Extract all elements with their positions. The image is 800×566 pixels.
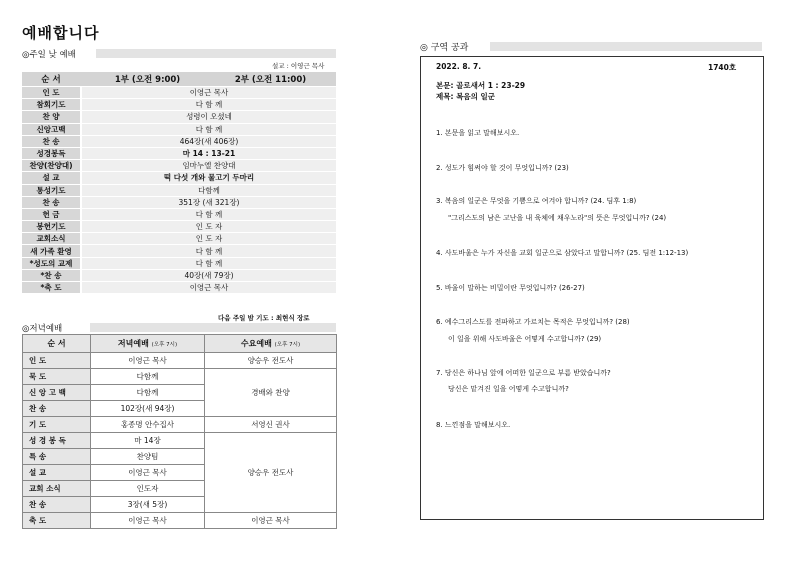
table-row xyxy=(23,417,337,433)
study-text: 본문: 골로새서 1 : 23-29 xyxy=(436,81,526,90)
sunday-cell: 3장(새 5장) xyxy=(91,497,205,513)
header-wed-label: 수요예배 xyxy=(240,339,272,348)
table-row xyxy=(22,184,336,196)
header-wed-time: (오후 7시) xyxy=(274,342,301,348)
row-value: 떡 다섯 개와 물고기 두마리 xyxy=(82,172,336,184)
row-label: 설 교 xyxy=(23,465,91,481)
header-sunday-evening xyxy=(91,335,205,353)
row-label: 교회소식 xyxy=(22,233,80,245)
row-value: 다 함 께 xyxy=(82,245,336,257)
sunday-cell: 다함께 xyxy=(91,385,205,401)
row-value: 성령이 오셨네 xyxy=(82,111,336,123)
question-4: 4. 사도바울은 누가 자신을 교회 일군으로 삼았다고 말합니까? (25. 딤전 1:12-13) xyxy=(436,249,689,257)
table-row xyxy=(22,172,336,184)
row-value: 임마누엘 찬양대 xyxy=(82,160,336,172)
row-value: 다 함 께 xyxy=(82,123,336,135)
row-label: 찬 송 xyxy=(23,497,91,513)
table-row xyxy=(23,369,337,385)
table-row xyxy=(22,123,336,135)
question-8: 8. 느낀점을 말해보시오. xyxy=(436,421,511,429)
wed-leader: 양승우 전도사 xyxy=(205,353,337,369)
table-row xyxy=(22,257,336,269)
header-second-service: 2부 (오전 11:00) xyxy=(234,75,307,85)
sunday-cell: 마 14장 xyxy=(91,433,205,449)
row-label: 설 교 xyxy=(22,172,80,184)
sunday-cell: 다함께 xyxy=(91,369,205,385)
header-sun-label: 저녁예배 xyxy=(117,339,149,348)
table-header-row xyxy=(22,72,336,87)
row-value: 다 함 께 xyxy=(82,257,336,269)
study-section-label: ◎ 구역 공과 xyxy=(420,43,469,53)
preacher-label: 설교 : xyxy=(272,62,289,70)
sunday-cell: 찬양팀 xyxy=(91,449,205,465)
row-label: 참회기도 xyxy=(22,99,80,111)
row-value: 40장(새 79장) xyxy=(82,269,336,281)
sunday-cell: 102장(새 94장) xyxy=(91,401,205,417)
row-label: 헌 금 xyxy=(22,208,80,220)
row-label: 인 도 xyxy=(23,353,91,369)
row-label: 성 경 봉 독 xyxy=(23,433,91,449)
row-label: *찬 송 xyxy=(22,269,80,281)
question-2: 2. 성도가 힘써야 할 것이 무엇입니까? (23) xyxy=(436,164,569,172)
row-label: 찬 송 xyxy=(22,135,80,147)
row-label: 새 가족 환영 xyxy=(22,245,80,257)
table-row xyxy=(22,221,336,233)
row-value: 인 도 자 xyxy=(82,233,336,245)
row-label: 찬 송 xyxy=(22,196,80,208)
table-row xyxy=(23,353,337,369)
morning-section-bar xyxy=(96,49,336,58)
question-3-sub: "그리스도의 남은 고난을 내 육체에 채우노라"의 뜻은 무엇입니까? (24) xyxy=(448,214,667,222)
sunday-cell: 이영근 목사 xyxy=(91,465,205,481)
row-label: 찬양(찬양대) xyxy=(22,160,80,172)
row-value: 다함께 xyxy=(82,184,336,196)
table-row xyxy=(22,269,336,281)
table-row xyxy=(22,233,336,245)
table-row xyxy=(22,135,336,147)
row-value: 351장 (새 321장) xyxy=(82,196,336,208)
table-row xyxy=(22,87,336,99)
row-label: 인 도 xyxy=(22,87,80,99)
table-row xyxy=(22,147,336,159)
header-order: 순 서 xyxy=(22,72,80,87)
row-label: 성경봉독 xyxy=(22,147,80,159)
row-label: 신 앙 고 백 xyxy=(23,385,91,401)
table-row xyxy=(22,208,336,220)
row-label: *성도의 교제 xyxy=(22,257,80,269)
row-value: 인 도 자 xyxy=(82,221,336,233)
row-value: 마 14 : 13-21 xyxy=(82,147,336,159)
row-label: 찬 양 xyxy=(22,111,80,123)
sunday-cell: 인도자 xyxy=(91,481,205,497)
question-1: 1. 본문을 읽고 말해보시오. xyxy=(436,129,520,137)
table-row xyxy=(22,160,336,172)
header-order: 순 서 xyxy=(23,335,91,353)
sunday-cell: 이영근 목사 xyxy=(91,353,205,369)
morning-section-label: ◎주일 낮 예배 xyxy=(22,50,76,60)
header-wednesday xyxy=(205,335,337,353)
row-label: 통성기도 xyxy=(22,184,80,196)
row-value: 다 함 께 xyxy=(82,99,336,111)
row-label: 묵 도 xyxy=(23,369,91,385)
study-date: 2022. 8. 7. xyxy=(436,62,482,71)
sunday-cell: 홍종명 안수집사 xyxy=(91,417,205,433)
row-value: 이영근 목사 xyxy=(82,282,336,294)
preacher-name: 이영근 목사 xyxy=(290,62,325,70)
table-row xyxy=(22,99,336,111)
table-row xyxy=(22,196,336,208)
wed-benediction: 이영근 목사 xyxy=(205,513,337,529)
question-6: 6. 예수그리스도를 전파하고 가르치는 목적은 무엇입니까? (28) xyxy=(436,318,630,326)
next-prayer-note: 다음 주일 밤 기도 : 최현식 장로 xyxy=(218,314,310,322)
row-value: 464장(새 406장) xyxy=(82,135,336,147)
row-label: 기 도 xyxy=(23,417,91,433)
row-label: 신앙고백 xyxy=(22,123,80,135)
wed-prayer: 서영신 권사 xyxy=(205,417,337,433)
question-6-sub: 이 일을 위해 사도바울은 어떻게 수고합니까? (29) xyxy=(448,335,602,343)
page-title: 예배합니다 xyxy=(22,24,100,42)
row-label: 특 송 xyxy=(23,449,91,465)
header-services xyxy=(82,72,336,87)
evening-order-table xyxy=(22,334,337,529)
table-row xyxy=(23,433,337,449)
morning-order-table xyxy=(22,72,336,294)
question-7: 7. 당신은 하나님 앞에 어떠한 일군으로 부름 받았습니까? xyxy=(436,369,611,377)
study-number: 1740호 xyxy=(708,63,737,72)
row-label: *축 도 xyxy=(22,282,80,294)
row-label: 교회 소식 xyxy=(23,481,91,497)
table-row xyxy=(22,111,336,123)
table-header-row xyxy=(23,335,337,353)
evening-section-label: ◎저녁예배 xyxy=(22,324,63,334)
study-section-bar xyxy=(490,42,762,51)
study-subject: 제목: 복음의 일군 xyxy=(436,92,495,101)
row-label: 축 도 xyxy=(23,513,91,529)
question-5: 5. 바울이 말하는 비밀이란 무엇입니까? (26-27) xyxy=(436,284,585,292)
question-3: 3. 복음의 일군은 무엇을 기쁨으로 여겨야 합니까? (24. 딤후 1:8) xyxy=(436,197,637,205)
table-row xyxy=(22,245,336,257)
question-7-sub: 당신은 맡겨진 일을 어떻게 수고합니까? xyxy=(448,385,569,393)
wed-preacher: 양승우 전도사 xyxy=(205,433,337,513)
wed-worship: 경배와 찬양 xyxy=(205,369,337,417)
row-value: 이영근 목사 xyxy=(82,87,336,99)
header-first-service: 1부 (오전 9:00) xyxy=(114,75,181,85)
header-sun-time: (오후 7시) xyxy=(151,342,178,348)
table-row xyxy=(23,513,337,529)
row-value: 다 함 께 xyxy=(82,208,336,220)
row-label: 찬 송 xyxy=(23,401,91,417)
evening-section-bar xyxy=(90,323,336,332)
table-row xyxy=(22,282,336,294)
row-label: 봉헌기도 xyxy=(22,221,80,233)
morning-preacher xyxy=(272,61,324,70)
sunday-cell: 이영근 목사 xyxy=(91,513,205,529)
